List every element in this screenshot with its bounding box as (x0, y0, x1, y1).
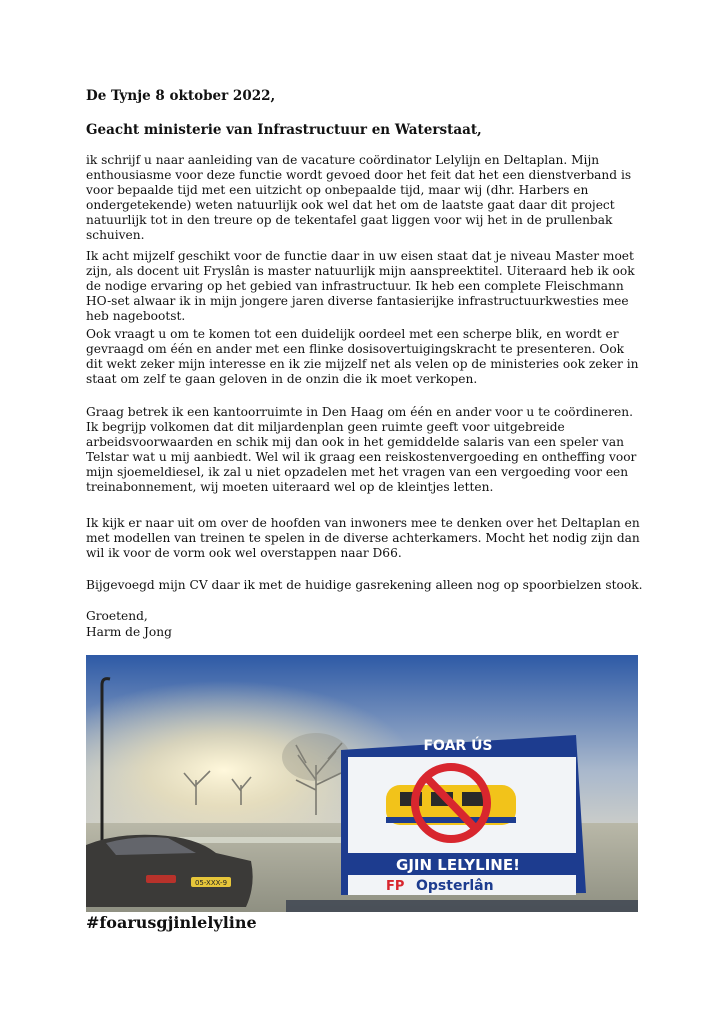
letter-closing (86, 609, 172, 640)
letter-date: De Tynje 8 oktober 2022, (86, 88, 276, 104)
svg-text:FOAR ÚS: FOAR ÚS (423, 738, 493, 754)
svg-text:FP: FP (386, 879, 405, 894)
letter-paragraph: Ik acht mijzelf geschikt voor de functie daar in uw eisen staat dat je niveau Master moet zijn, als docent uit Fryslân is master natuurlijk mijn aanspreektitel. Uiteraard heb ik ook de nodige ervaring op het gebied van infrastructuur. Ik heb een complete Fleischmann HO-set alwaar ik in mijn jongere jaren diverse fantasierijke infrastructuurkwesties mee heb nagebootst. (86, 249, 635, 324)
letter-salutation: Geacht ministerie van Infrastructuur en Waterstaat, (86, 122, 482, 138)
letter-paragraph: Graag betrek ik een kantoorruimte in Den Haag om één en ander voor u te coördineren. Ik begrijp volkomen dat dit miljardenplan geen ruimte geeft voor uitgebreide arbeidsvoorwaarden en schik mij dan ook in het gemiddelde salaris van een speler van Telstar wat u mij aanbiedt. Wel wil ik graag een reiskostenvergoeding en ontheffing voor mijn sjoemeldiesel, ik zal u niet opzadelen met het vragen van een vergoeding voor een treinabonnement, wij moeten uiteraard wel op de kleintjes letten. (86, 405, 637, 495)
letter-paragraph: Ook vraagt u om te komen tot een duidelijk oordeel met een scherpe blik, en wordt er gevraagd om één en ander met een flinke dosisovertuigingskracht te presenteren. Ook dit wekt zeker mijn interesse en ik zie mijzelf net als velen op de ministeries ook zeker in staat om zelf te gaan geloven in de onzin die ik moet verkopen. (86, 327, 639, 387)
svg-text:GJIN LELYLINE!: GJIN LELYLINE! (396, 856, 520, 874)
protest-sign-photo (86, 655, 638, 912)
hashtag: #foarusgjinlelyline (86, 913, 257, 932)
letter-paragraph: Bijgevoegd mijn CV daar ik met de huidige gasrekening alleen nog op spoorbielzen stook. (86, 578, 643, 592)
closing-signature: Harm de Jong (86, 624, 172, 639)
letter-paragraph: ik schrijf u naar aanleiding van de vacature coördinator Lelylijn en Deltaplan. Mijn enthousiasme voor deze functie wordt gevoed door het feit dat het een dienstverband is voor bepaalde tijd met een uitzicht op onbepaalde tijd, maar wij (dhr. Harbers en ondergetekende) weten natuurlijk ook wel dat het om de laatste gaat daar dit project natuurlijk tot in den treure op de tekentafel gaat liggen voor wij het in de prullenbak schuiven. (86, 153, 632, 243)
svg-text:05-XXX-9: 05-XXX-9 (194, 879, 228, 887)
sign-board (341, 735, 586, 895)
svg-text:Opsterlân: Opsterlân (416, 878, 494, 894)
letter-paragraph: Ik kijk er naar uit om over de hoofden van inwoners mee te denken over het Deltaplan en met modellen van treinen te spelen in de diverse achterkamers. Mocht het nodig zijn dan wil ik voor de vorm ook wel overstappen naar D66. (86, 516, 640, 561)
closing-greeting: Groetend, (86, 609, 148, 623)
